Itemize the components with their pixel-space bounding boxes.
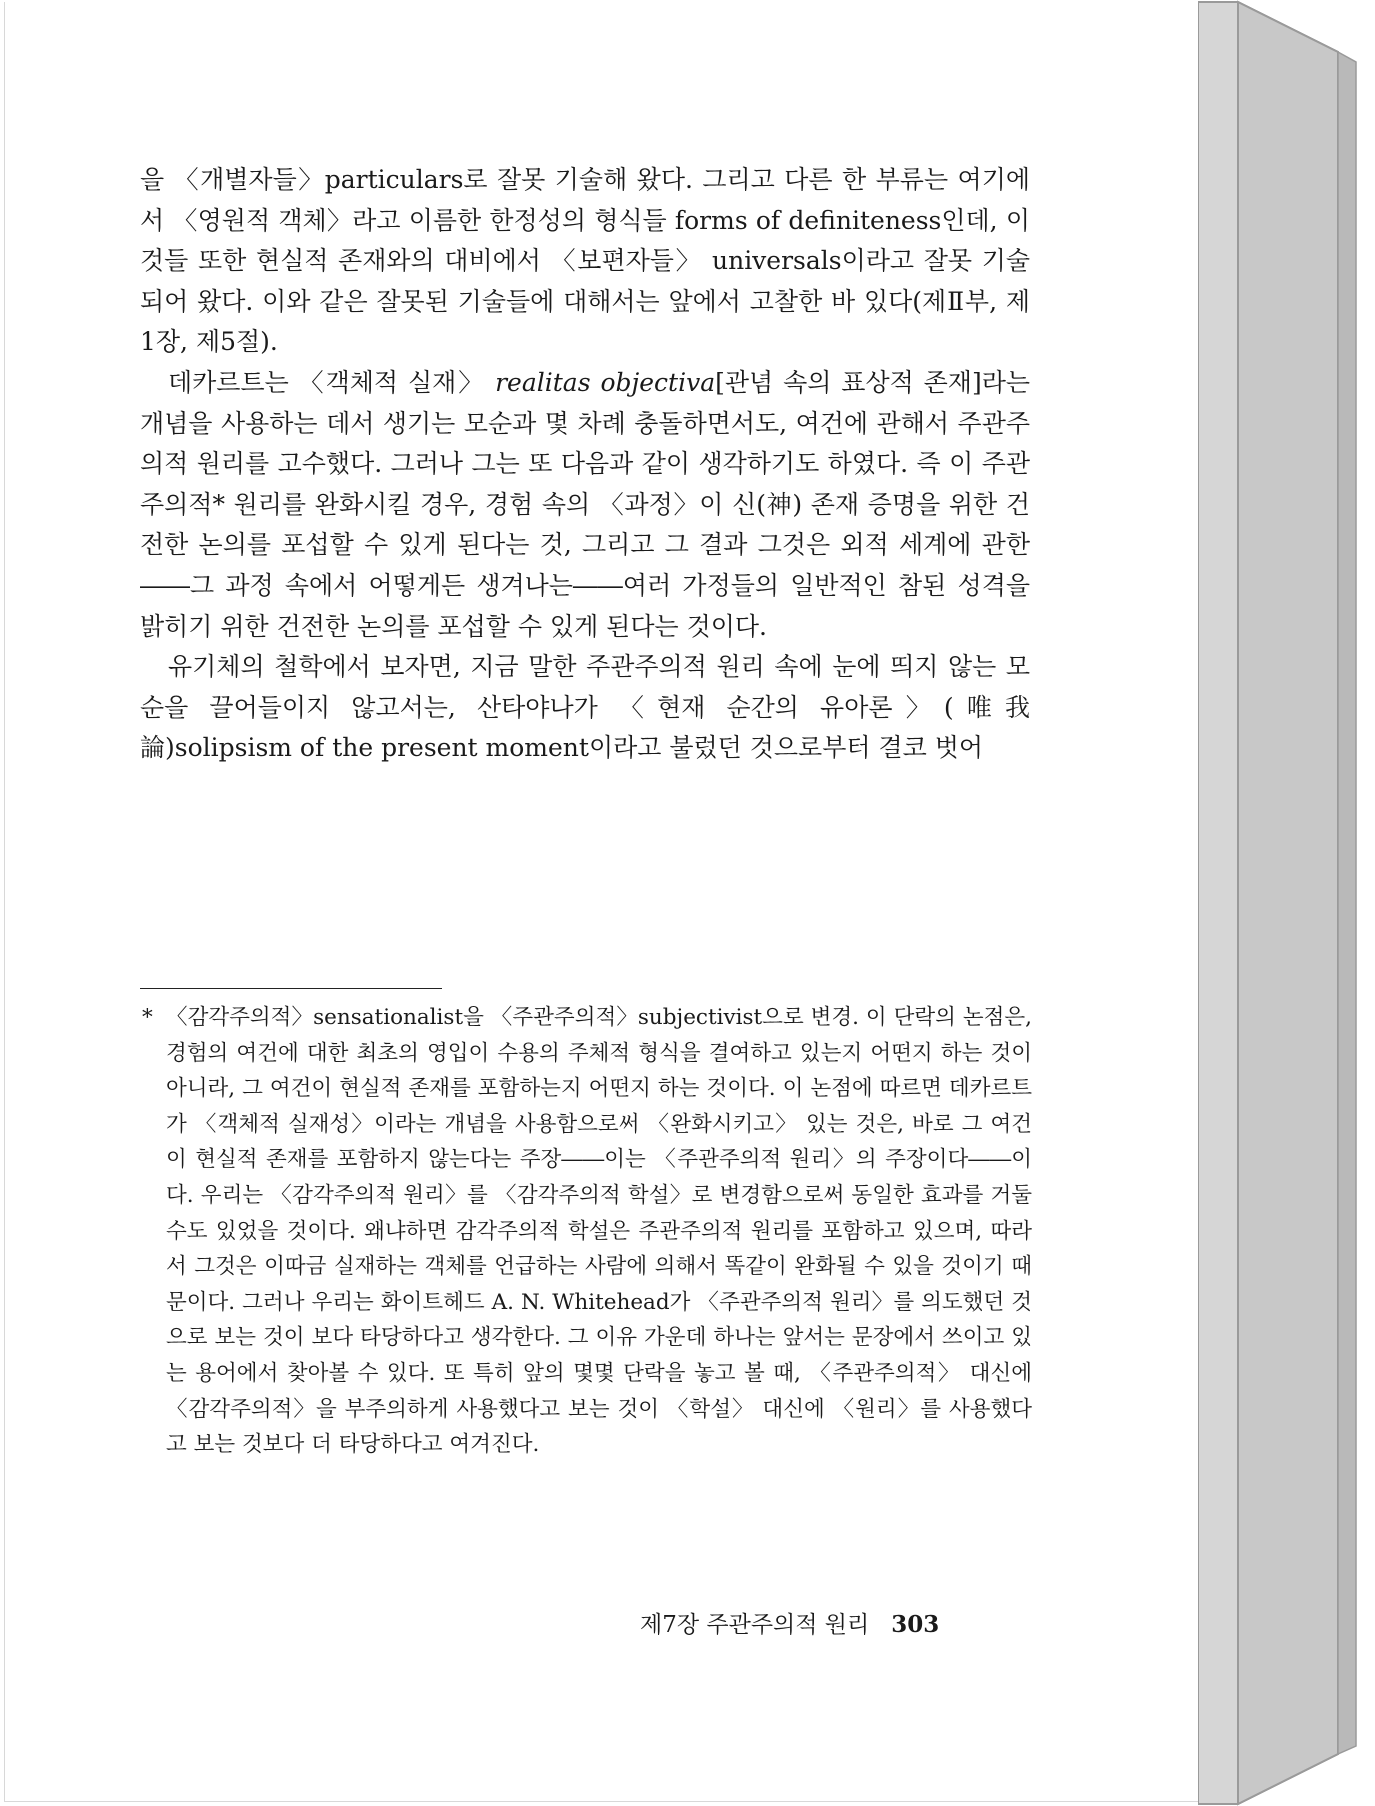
paragraph-2-part-a: 데카르트는 〈객체적 실재〉 — [168, 367, 496, 397]
book-side-edge — [1198, 0, 1375, 1806]
paragraph-2-latin-term: realitas objectiva — [495, 367, 716, 397]
footnote — [142, 1000, 1032, 1463]
footnote-divider — [140, 988, 442, 989]
chapter-title: 제7장 주관주의적 원리 — [640, 1612, 870, 1638]
running-footer — [640, 1606, 1040, 1639]
footnote-mark: * — [142, 1005, 153, 1030]
page-number: 303 — [891, 1611, 940, 1638]
paragraph-2 — [140, 363, 1030, 647]
paragraph-1: 을 〈개별자들〉particulars로 잘못 기술해 왔다. 그리고 다른 한 부류는 여기에서 〈영원적 객체〉라고 이름한 한정성의 형식들 forms of definiteness인데, 이것들 또한 현실적 존재와의 대비에서 〈보편자들〉 universals이라고 잘못 기술되어 왔다. 이와 같은 잘못된 기술들에 대해서는 앞에서 고찰한 바 있다(제Ⅱ부, 제1장, 제5절). — [140, 165, 1030, 357]
paragraph-3: 유기체의 철학에서 보자면, 지금 말한 주관주의적 원리 속에 눈에 띄지 않는 모순을 끌어들이지 않고서는, 산타야나가 〈현재 순간의 유아론〉(唯我論)solipsism of the present moment이라고 불렀던 것으로부터 결코 벗어 — [140, 652, 1030, 763]
main-text — [140, 160, 1030, 769]
footnote-text: 〈감각주의적〉sensationalist을 〈주관주의적〉subjectivist으로 변경. 이 단락의 논점은, 경험의 여건에 대한 최초의 영입이 수용의 주체적 형식을 결여하고 있는지 어떤지 하는 것이 아니라, 그 여건이 현실적 존재를 포함하는지 어떤지 하는 것이다. 이 논점에 따르면 데카르트가 〈객체적 실재성〉이라는 개념을 사용함으로써 〈완화시키고〉 있는 것은, 바로 그 여건이 현실적 존재를 포함하지 않는다는 주장――이는 〈주관주의적 원리〉의 주장이다――이다. 우리는 〈감각주의적 원리〉를 〈감각주의적 학설〉로 변경함으로써 동일한 효과를 거둘 수도 있었을 것이다. 왜냐하면 감각주의적 학설은 주관주의적 원리를 포함하고 있으며, 따라서 그것은 이따금 실재하는 객체를 언급하는 사람에 의해서 똑같이 완화될 수 있을 것이기 때문이다. 그러나 우리는 화이트헤드 A. N. Whitehead가 〈주관주의적 원리〉를 의도했던 것으로 보는 것이 보다 타당하다고 생각한다. 그 이유 가운데 하나는 앞서는 문장에서 쓰이고 있는 용어에서 찾아볼 수 있다. 또 특히 앞의 몇몇 단락을 놓고 볼 때, 〈주관주의적〉 대신에 〈감각주의적〉을 부주의하게 사용했다고 보는 것이 〈학설〉 대신에 〈원리〉를 사용했다고 보는 것보다 더 타당하다고 여겨진다. — [166, 1005, 1032, 1458]
paragraph-2-part-b: [관념 속의 표상적 존재]라는 개념을 사용하는 데서 생기는 모순과 몇 차례 충돌하면서도, 여건에 관해서 주관주의적 원리를 고수했다. 그러나 그는 또 다음과 같이 생각하기도 하였다. 즉 이 주관주의적* 원리를 완화시킬 경우, 경험 속의 〈과정〉이 신(神) 존재 증명을 위한 건전한 논의를 포섭할 수 있게 된다는 것, 그리고 그 결과 그것은 외적 세계에 관한――그 과정 속에서 어떻게든 생겨나는――여러 가정들의 일반적인 참된 성격을 밝히기 위한 건전한 논의를 포섭할 수 있게 된다는 것이다. — [140, 367, 1031, 641]
